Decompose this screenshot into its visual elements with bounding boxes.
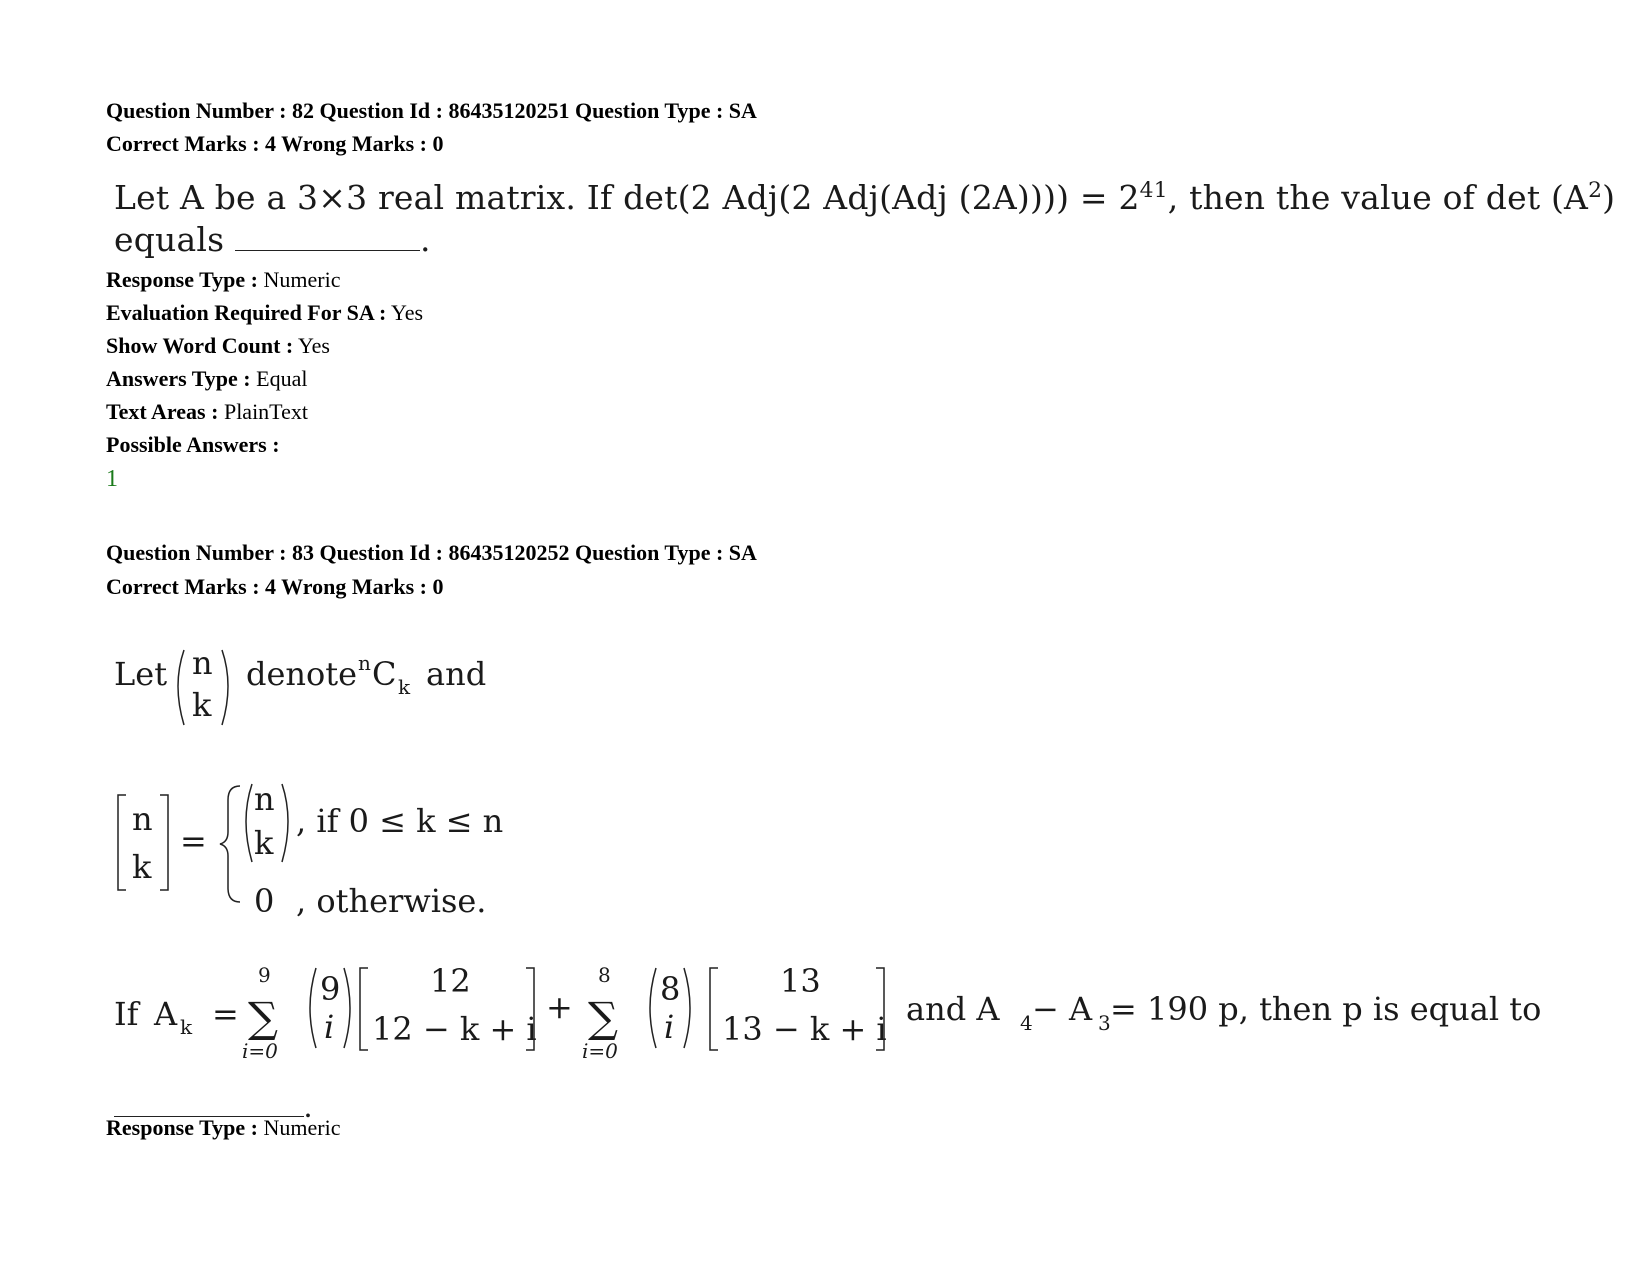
q82-header-line1: Question Number : 82 Question Id : 86435120251 Question Type : SA	[106, 98, 757, 123]
q83-blank-line: .	[114, 1088, 312, 1125]
field-evaluation-required: Evaluation Required For SA : Yes	[106, 300, 424, 325]
tail-and-a: and A	[906, 990, 1000, 1028]
binom1-right-paren	[344, 968, 350, 1048]
binom1-left-paren	[310, 968, 316, 1048]
frac1-top: 12	[430, 962, 471, 1000]
equals-sign-2: =	[212, 995, 239, 1033]
sum1-sigma: ∑	[248, 993, 278, 1042]
sub-4: 4	[1020, 1011, 1033, 1035]
if-text: If	[114, 995, 139, 1033]
bracket2-left	[710, 968, 718, 1050]
nck-superscript-n: n	[358, 651, 371, 675]
field-answers-type: Answers Type : Equal	[106, 366, 308, 391]
binom1-bottom: i	[324, 1008, 335, 1046]
tail-minus-a: − A	[1032, 990, 1093, 1028]
binom-k: k	[192, 686, 212, 724]
bracket1-left	[360, 968, 368, 1050]
binomial-definition	[110, 640, 530, 740]
right-bracket	[160, 795, 168, 890]
ak-expression	[110, 960, 1590, 1070]
frac2-top: 13	[780, 962, 821, 1000]
tail-rest: = 190 p, then p is equal to	[1110, 990, 1542, 1028]
right-paren	[222, 650, 228, 725]
case-right-paren	[282, 784, 288, 862]
sum1-upper: 9	[258, 963, 271, 987]
sum2-upper: 8	[598, 963, 611, 987]
left-brace	[220, 786, 240, 902]
and-text: and	[426, 655, 487, 693]
binom2-right-paren	[684, 968, 690, 1048]
q83-header-line2: Correct Marks : 4 Wrong Marks : 0	[106, 574, 444, 599]
bracket-k: k	[132, 848, 152, 886]
q83-field-response-type: Response Type : Numeric	[106, 1115, 341, 1140]
case1-condition: , if 0 ≤ k ≤ n	[296, 802, 504, 840]
bracket-n: n	[132, 800, 153, 838]
a-symbol: A	[154, 995, 178, 1033]
binom2-bottom: i	[664, 1008, 675, 1046]
case-zero: 0	[254, 882, 275, 920]
binom-n: n	[192, 644, 213, 682]
field-show-word-count: Show Word Count : Yes	[106, 333, 330, 358]
q82-question-line1: Let A be a 3×3 real matrix. If det(2 Adj(2 Adj(Adj $(2A)))) = 2^{41}$, then the value of $\det (A^2)$	[114, 178, 1616, 217]
denote-text: denote	[246, 655, 358, 693]
frac1-bottom: 12 − k + i	[372, 1010, 537, 1048]
q83-header-line1: Question Number : 83 Question Id : 86435120252 Question Type : SA	[106, 540, 757, 565]
q82-header-line2: Correct Marks : 4 Wrong Marks : 0	[106, 131, 444, 156]
possible-answer-value: 1	[106, 466, 118, 492]
sum1-lower: i=0	[242, 1039, 278, 1063]
nck-c: C	[372, 655, 397, 693]
case2-condition: , otherwise.	[296, 882, 487, 920]
case-k: k	[254, 824, 274, 862]
field-text-areas: Text Areas : PlainText	[106, 399, 308, 424]
binom1-top: 9	[320, 970, 341, 1008]
binom2-left-paren	[650, 968, 656, 1048]
answer-blank	[235, 246, 420, 251]
sum2-sigma: ∑	[588, 993, 618, 1042]
nck-subscript-k: k	[398, 675, 411, 699]
field-possible-answers: Possible Answers :	[106, 432, 280, 457]
equals-sign: =	[180, 822, 207, 860]
left-paren	[178, 650, 184, 725]
case-n: n	[254, 780, 275, 818]
q82-question-line2: equals .	[114, 220, 431, 259]
let-text: Let	[114, 655, 168, 693]
case-left-paren	[246, 784, 252, 862]
frac2-bottom: 13 − k + i	[722, 1010, 887, 1048]
binom2-top: 8	[660, 970, 681, 1008]
piecewise-definition	[110, 780, 530, 950]
left-bracket	[118, 795, 126, 890]
field-response-type: Response Type : Numeric	[106, 267, 341, 292]
a-sub-k: k	[180, 1015, 193, 1039]
sum2-lower: i=0	[582, 1039, 618, 1063]
plus-sign: +	[546, 988, 573, 1026]
sub-3: 3	[1098, 1011, 1111, 1035]
